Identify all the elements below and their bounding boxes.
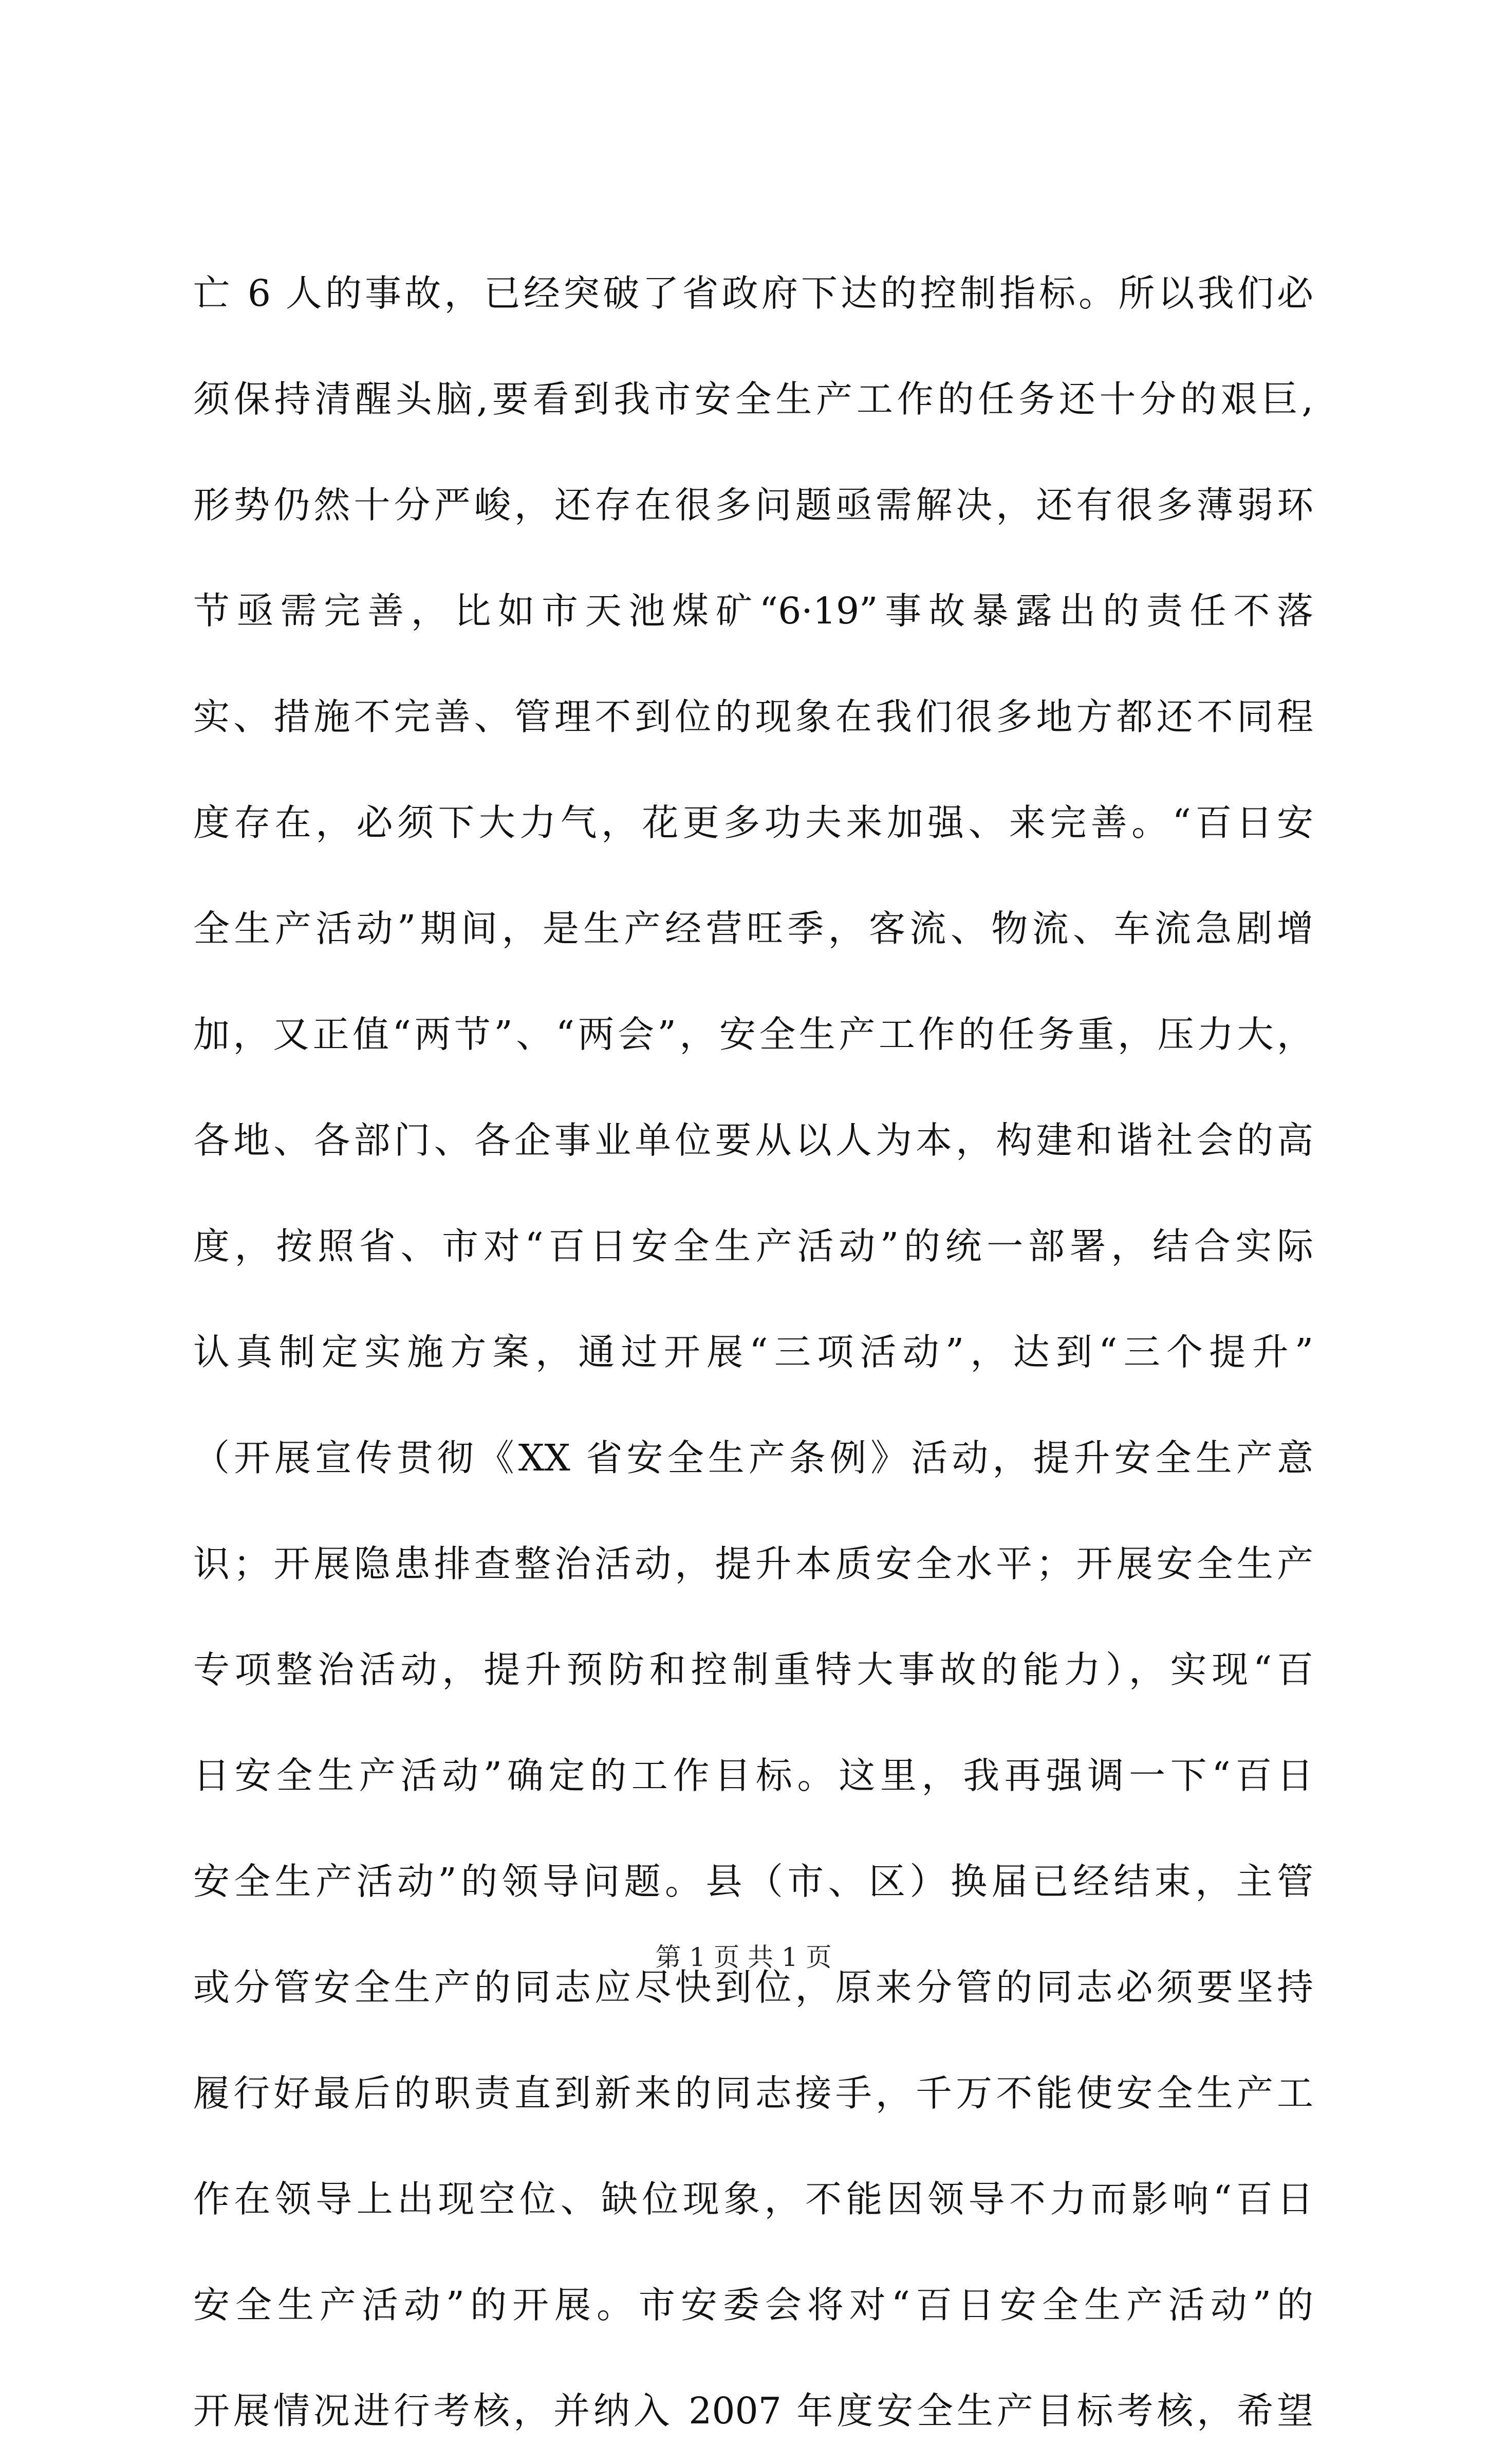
text-line: 亡 6 人的事故，已经突破了省政府下达的控制指标。所以我们必 [193,272,1313,315]
text-line: 节亟需完善，比如市天池煤矿“6·19”事故暴露出的责任不落 [193,590,1313,632]
text-line: 全生产活动”期间，是生产经营旺季，客流、物流、车流急剧增 [193,907,1313,950]
body-text [193,241,1313,2464]
text-line: 实、措施不完善、管理不到位的现象在我们很多地方都还不同程 [193,695,1313,738]
text-line: 开展情况进行考核，并纳入 2007 年度安全生产目标考核，希望 [193,2389,1313,2432]
text-line: 认真制定实施方案，通过开展“三项活动”，达到“三个提升” [193,1331,1313,1373]
text-line: 须保持清醒头脑,要看到我市安全生产工作的任务还十分的艰巨, [193,378,1313,420]
text-line: 专项整治活动，提升预防和控制重特大事故的能力），实现“百 [193,1648,1313,1691]
page-footer [0,1937,1487,1978]
text-line: （开展宣传贯彻《XX 省安全生产条例》活动，提升安全生产意 [193,1437,1313,1479]
text-line: 或分管安全生产的同志应尽快到位，原来分管的同志必须要坚持 [193,1966,1313,2009]
text-line: 安全生产活动”的领导问题。县（市、区）换届已经结束，主管 [193,1860,1313,1903]
text-line: 度，按照省、市对“百日安全生产活动”的统一部署，结合实际 [193,1225,1313,1267]
text-line: 形势仍然十分严峻，还存在很多问题亟需解决，还有很多薄弱环 [193,484,1313,526]
text-line: 识；开展隐患排查整治活动，提升本质安全水平；开展安全生产 [193,1542,1313,1585]
text-line: 履行好最后的职责直到新来的同志接手，千万不能使安全生产工 [193,2072,1313,2114]
text-line: 加，又正值“两节”、“两会”，安全生产工作的任务重，压力大， [193,1013,1313,1056]
text-line: 作在领导上出现空位、缺位现象，不能因领导不力而影响“百日 [193,2178,1313,2220]
text-line: 安全生产活动”的开展。市安委会将对“百日安全生产活动”的 [193,2284,1313,2326]
page-number-label: 第 1 页 共 1 页 [655,1942,832,1972]
text-line: 各地、各部门、各企事业单位要从以人为本，构建和谐社会的高 [193,1119,1313,1162]
text-line: 度存在，必须下大力气，花更多功夫来加强、来完善。“百日安 [193,801,1313,844]
text-line: 日安全生产活动”确定的工作目标。这里，我再强调一下“百日 [193,1754,1313,1797]
